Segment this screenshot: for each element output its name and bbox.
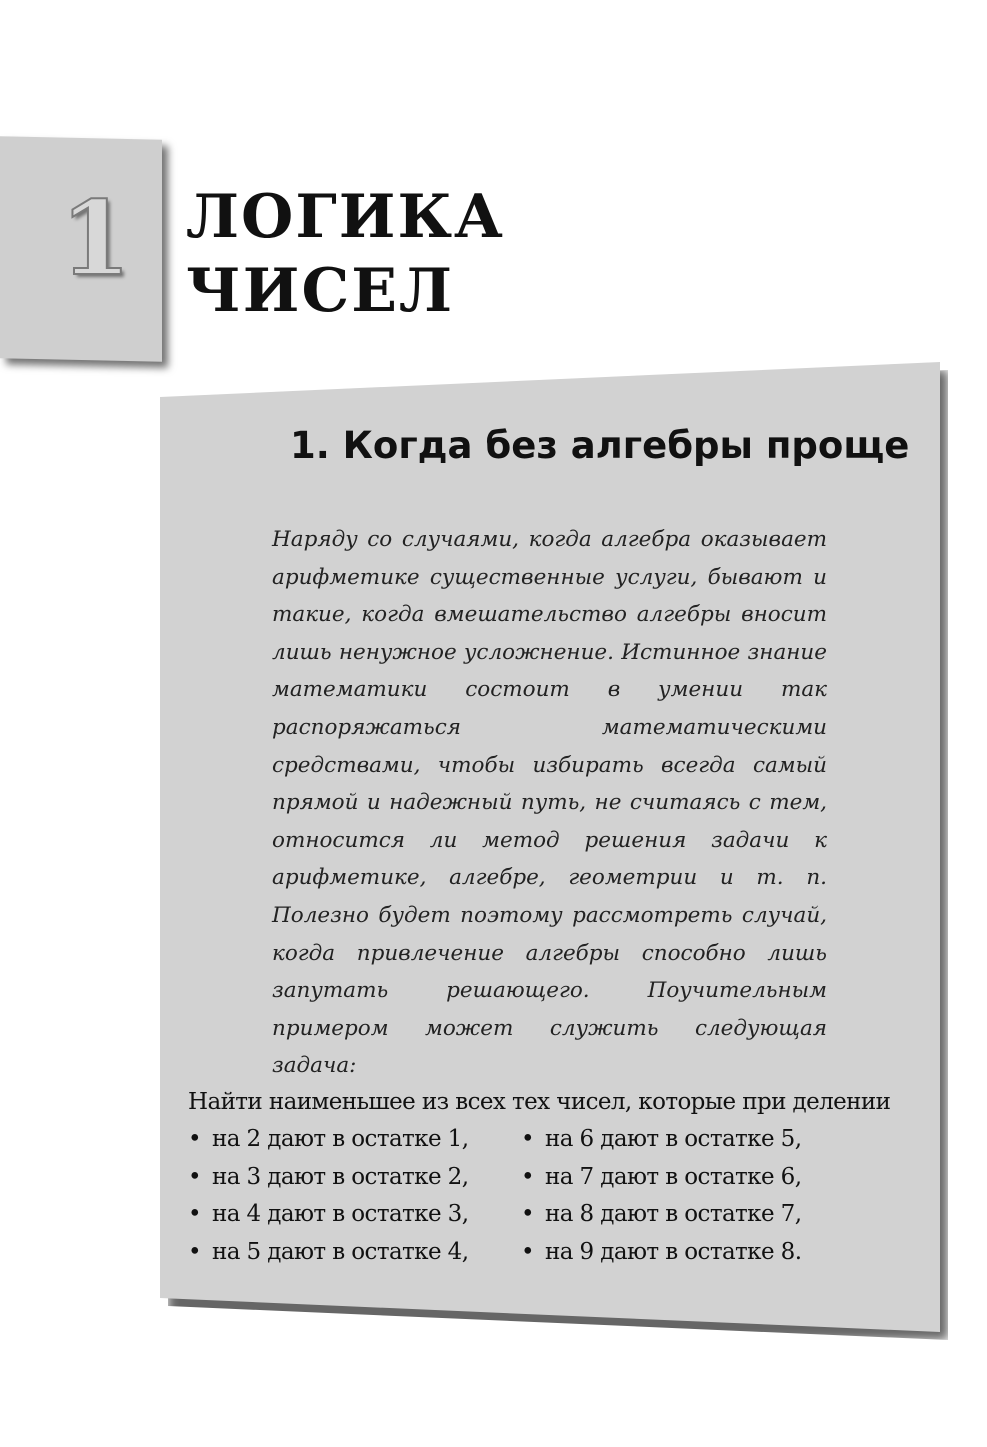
condition-text: на 9 дают в остатке 8. <box>545 1238 802 1265</box>
bullet: • <box>188 1201 201 1228</box>
section-heading: 1. Когда без алгебры проще <box>290 424 910 467</box>
chapter-title-line-2: ЧИСЕЛ <box>186 256 455 326</box>
bullet: • <box>521 1163 534 1190</box>
bullet: • <box>188 1238 201 1265</box>
section-intro: Наряду со случаями, когда алгебра оказывает арифметике существенные услуги, бывают и такие, когда вмешательство алгебры вносит лишь ненужное усложнение. Истинное знание математики состоит в умении так распоряжаться математическими средствами, чтобы избирать всегда самый прямой и надежный путь, не считаясь с тем, относится ли метод решения задачи к арифметике, алгебре, геометрии и т. п. Полезно будет поэтому рассмотреть случай, когда привлечение алгебры способно лишь запутать решающего. Поучительным примером может служить следующая задача: <box>272 527 827 1079</box>
conditions-list <box>188 1121 918 1271</box>
problem <box>188 1083 918 1271</box>
condition-text: на 8 дают в остатке 7, <box>545 1201 802 1228</box>
problem-statement: Найти наименьшее из всех тех чисел, которые при делении <box>188 1089 891 1115</box>
bullet: • <box>188 1163 201 1190</box>
condition-text: на 4 дают в остатке 3, <box>212 1201 469 1228</box>
condition-text: на 2 дают в остатке 1, <box>212 1126 469 1152</box>
condition-text: на 7 дают в остатке 6, <box>545 1163 802 1190</box>
list-item <box>521 1159 841 1197</box>
list-item <box>521 1196 841 1234</box>
condition-text: на 3 дают в остатке 2, <box>212 1163 469 1190</box>
bullet: • <box>521 1126 534 1152</box>
list-item <box>188 1121 521 1159</box>
bullet: • <box>521 1201 534 1228</box>
list-item <box>521 1234 841 1272</box>
list-item <box>188 1234 521 1272</box>
chapter-title <box>186 180 505 328</box>
condition-text: на 6 дают в остатке 5, <box>545 1126 802 1152</box>
condition-text: на 5 дают в остатке 4, <box>212 1238 469 1265</box>
bullet: • <box>521 1238 534 1265</box>
chapter-title-line-1: ЛОГИКА <box>186 182 505 252</box>
list-item <box>521 1121 841 1159</box>
bullet: • <box>188 1126 201 1152</box>
chapter-number: 1 <box>60 179 131 299</box>
list-item <box>188 1159 521 1197</box>
list-item <box>188 1196 521 1234</box>
